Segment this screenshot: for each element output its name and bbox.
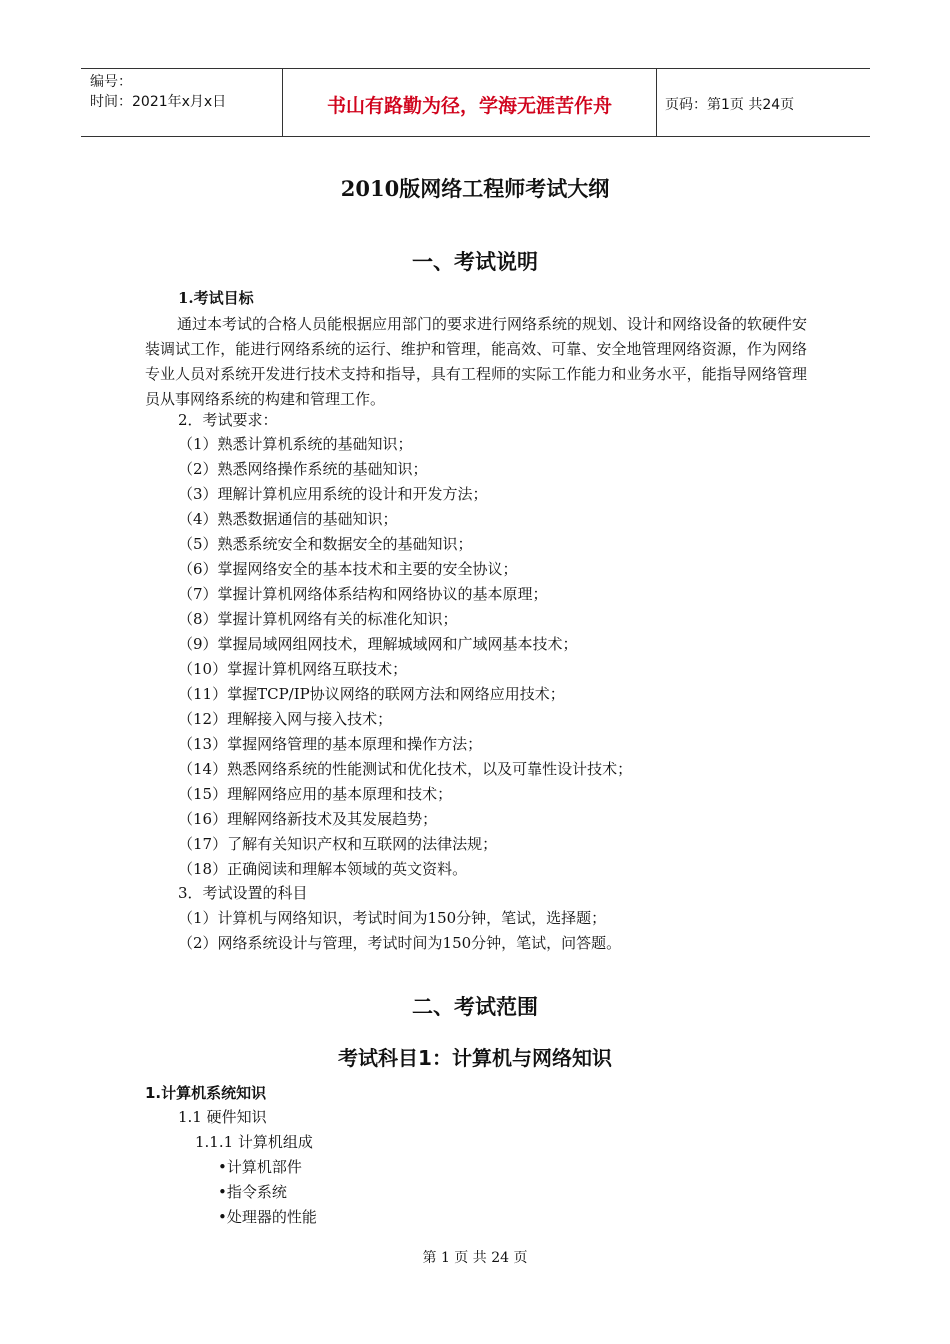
- list-item: （6）掌握网络安全的基本技术和主要的安全协议；: [178, 560, 518, 578]
- subjects-heading: 3．考试设置的科目: [178, 884, 308, 902]
- list-item: （8）掌握计算机网络有关的标准化知识；: [178, 610, 458, 628]
- subject-item: （1）计算机与网络知识，考试时间为150分钟，笔试，选择题；: [178, 909, 607, 927]
- time-label: 时间：2021年x月x日: [90, 94, 227, 110]
- list-item: （10）掌握计算机网络互联技术；: [178, 660, 408, 678]
- number-label: 编号：: [90, 74, 132, 90]
- list-item: （4）熟悉数据通信的基础知识；: [178, 510, 398, 528]
- section-1-title: 一、考试说明: [412, 250, 538, 274]
- goal-heading: 1.考试目标: [178, 289, 254, 307]
- subject-1-title: 考试科目1：计算机与网络知识: [338, 1046, 612, 1070]
- list-item: （5）熟悉系统安全和数据安全的基础知识；: [178, 535, 473, 553]
- goal-paragraph: 通过本考试的合格人员能根据应用部门的要求进行网络系统的规划、设计和网络设备的软硬件安装调试工作，能进行网络系统的运行、维护和管理，能高效、可靠、安全地管理网络资源，作为网络专业人员对系统开发进行技术支持和指导，具有工程师的实际工作能力和业务水平，能指导网络管理员从事网络系统的构建和管理工作。: [145, 315, 808, 408]
- list-item: （2）熟悉网络操作系统的基础知识；: [178, 460, 428, 478]
- item-1-1-1: 1.1.1 计算机组成: [195, 1133, 313, 1151]
- list-item: （16）理解网络新技术及其发展趋势；: [178, 810, 438, 828]
- header-right-cell: [656, 69, 870, 136]
- item-1-heading: 1.计算机系统知识: [145, 1084, 267, 1102]
- list-item: （11）掌握TCP/IP协议网络的联网方法和网络应用技术；: [178, 685, 565, 703]
- subject-item: （2）网络系统设计与管理，考试时间为150分钟，笔试，问答题。: [178, 934, 622, 952]
- page-info: 页码：第1页 共24页: [665, 97, 795, 113]
- header-motto-cell: [282, 69, 657, 136]
- list-item: （18）正确阅读和理解本领域的英文资料。: [178, 860, 468, 878]
- bullet-item: •计算机部件: [218, 1158, 302, 1176]
- page-footer: 第 1 页 共 24 页: [422, 1250, 528, 1266]
- section-2-title: 二、考试范围: [412, 995, 538, 1019]
- bullet-item: •指令系统: [218, 1183, 287, 1201]
- list-item: （3）理解计算机应用系统的设计和开发方法；: [178, 485, 488, 503]
- list-item: （7）掌握计算机网络体系结构和网络协议的基本原理；: [178, 585, 548, 603]
- motto: 书山有路勤为径，学海无涯苦作舟: [326, 95, 612, 117]
- list-item: （1）熟悉计算机系统的基础知识；: [178, 435, 413, 453]
- list-item: （12）理解接入网与接入技术；: [178, 710, 393, 728]
- requirements-heading: 2．考试要求：: [178, 411, 278, 429]
- list-item: （15）理解网络应用的基本原理和技术；: [178, 785, 453, 803]
- list-item: （13）掌握网络管理的基本原理和操作方法；: [178, 735, 483, 753]
- list-item: （9）掌握局域网组网技术，理解城域网和广域网基本技术；: [178, 635, 578, 653]
- document-title: 2010版网络工程师考试大纲: [340, 176, 610, 201]
- bullet-item: •处理器的性能: [218, 1208, 317, 1226]
- item-1-1: 1.1 硬件知识: [178, 1108, 267, 1126]
- header-table: [81, 68, 870, 137]
- header-left-cell: [81, 69, 281, 136]
- list-item: （17）了解有关知识产权和互联网的法律法规；: [178, 835, 498, 853]
- requirements-list: [178, 432, 632, 882]
- list-item: （14）熟悉网络系统的性能测试和优化技术，以及可靠性设计技术；: [178, 760, 633, 778]
